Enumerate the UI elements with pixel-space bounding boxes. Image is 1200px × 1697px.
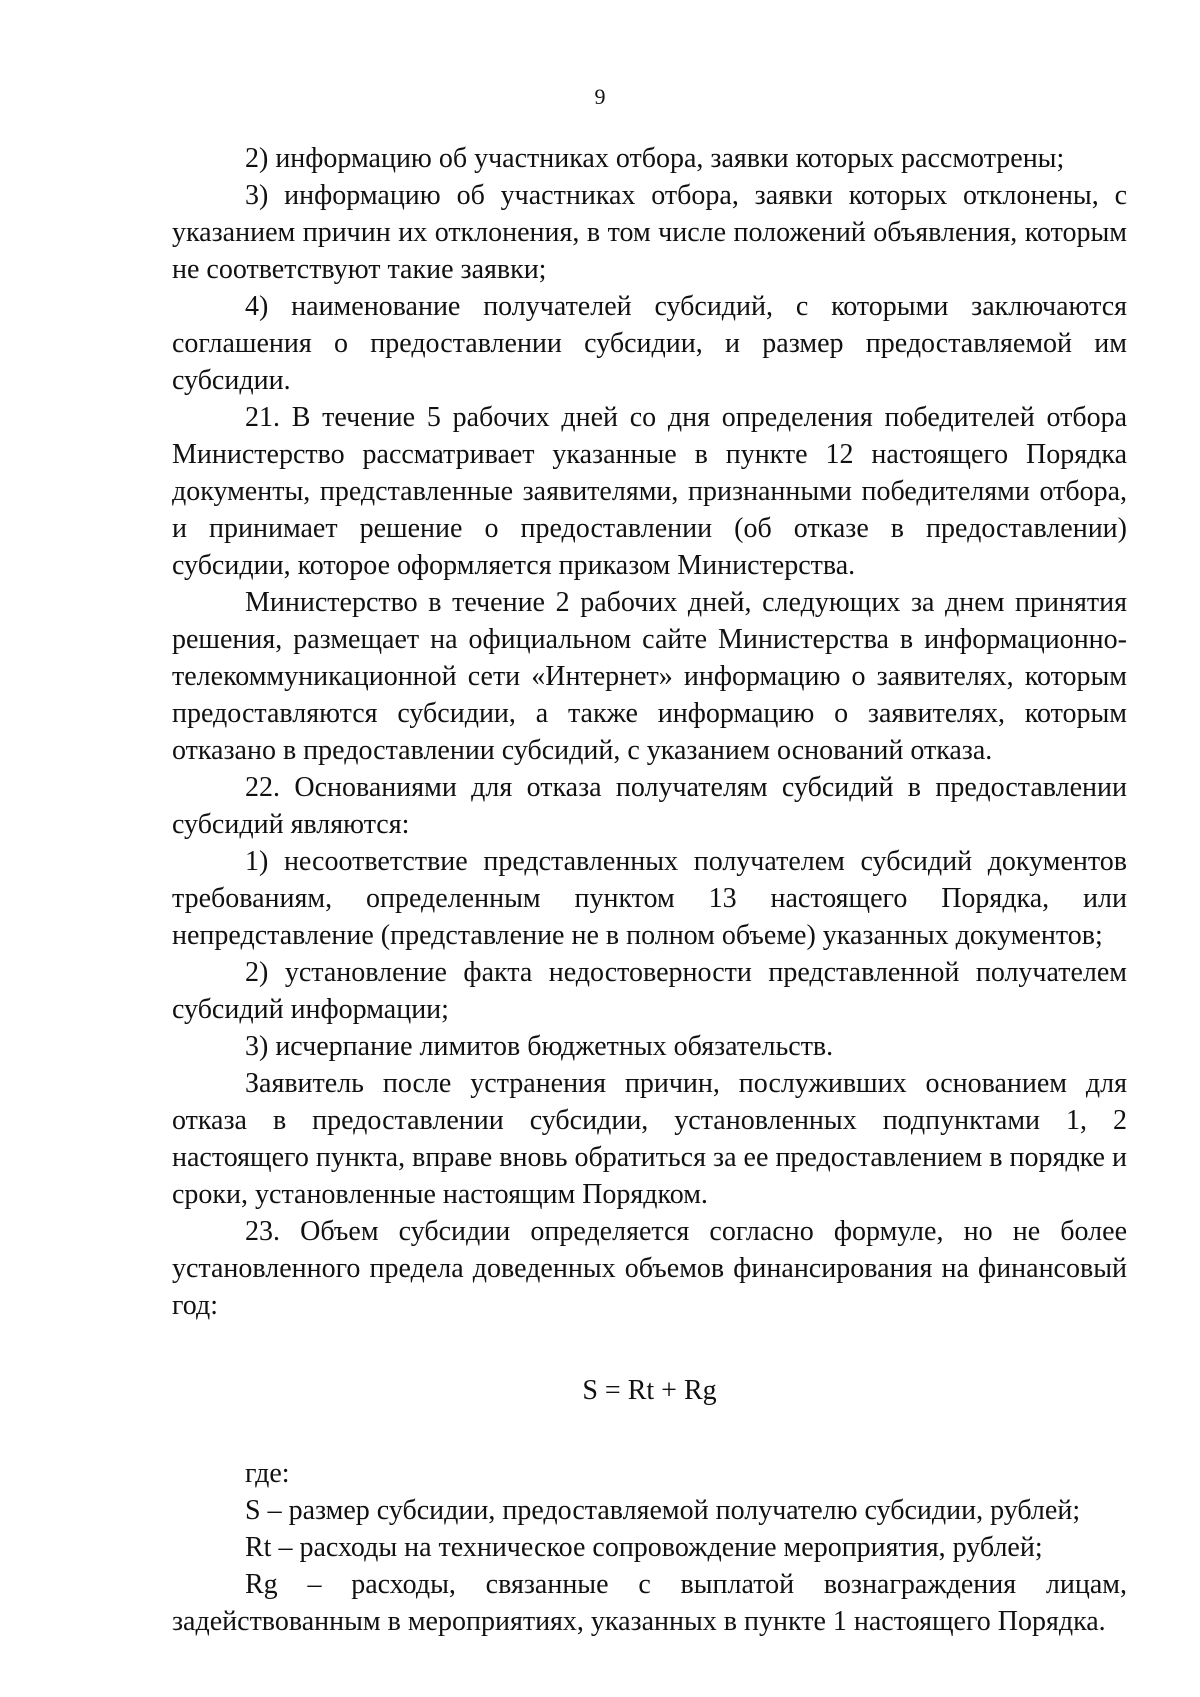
paragraph: 22. Основаниями для отказа получателям субсидий в предоставлении субсидий являются: (172, 772, 1127, 840)
paragraph: 3) информацию об участниках отбора, заявки которых отклонены, с указанием причин их отклонения, в том числе положений объявления, которым не соответствуют такие заявки; (172, 180, 1127, 285)
paragraph: где: (245, 1458, 290, 1489)
document-body (172, 140, 1127, 1640)
paragraph: 2) установление факта недостоверности представленной получателем субсидий информации; (172, 957, 1127, 1025)
paragraph: Министерство в течение 2 рабочих дней, следующих за днем принятия решения, размещает на официальном сайте Министерства в информационно-телекоммуникационной сети «Интернет» информацию о заявителях, которым предоставляются субсидии, а также информацию о заявителях, которым отказано в предоставлении субсидий, с указанием оснований отказа. (172, 587, 1127, 766)
subsidy-formula: S = Rt + Rg (582, 1375, 717, 1406)
paragraph: Заявитель после устранения причин, послуживших основанием для отказа в предоставлении субсидии, установленных подпунктами 1, 2 настоящего пункта, вправе вновь обратиться за ее предоставлением в порядке и сроки, установленные настоящим Порядком. (172, 1068, 1127, 1210)
paragraph: 1) несоответствие представленных получателем субсидий документов требованиям, определенным пунктом 13 настоящего Порядка, или непредставление (представление не в полном объеме) указанных документов; (172, 846, 1127, 951)
paragraph: 23. Объем субсидии определяется согласно формуле, но не более установленного предела доведенных объемов финансирования на финансовый год: (172, 1216, 1127, 1321)
paragraph: 3) исчерпание лимитов бюджетных обязательств. (245, 1031, 834, 1062)
paragraph: 2) информацию об участниках отбора, заявки которых рассмотрены; (245, 143, 1065, 174)
paragraph: Rg – расходы, связанные с выплатой вознаграждения лицам, задействованным в мероприятиях, указанных в пункте 1 настоящего Порядка. (172, 1569, 1127, 1637)
paragraph: S – размер субсидии, предоставляемой получателю субсидии, рублей; (245, 1495, 1081, 1526)
paragraph: 4) наименование получателей субсидий, с которыми заключаются соглашения о предоставлении субсидии, и размер предоставляемой им субсидии. (172, 291, 1127, 396)
page-number: 9 (594, 84, 606, 109)
paragraph: 21. В течение 5 рабочих дней со дня определения победителей отбора Министерство рассматривает указанные в пункте 12 настоящего Порядка документы, представленные заявителями, признанными победителями отбора, и принимает решение о предоставлении (об отказе в предоставлении) субсидии, которое оформляется приказом Министерства. (172, 402, 1127, 581)
paragraph: Rt – расходы на техническое сопровождение мероприятия, рублей; (245, 1532, 1043, 1563)
